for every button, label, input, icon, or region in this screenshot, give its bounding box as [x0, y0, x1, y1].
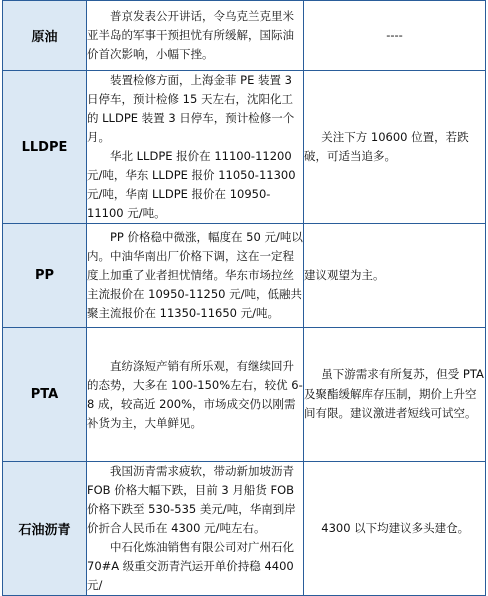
detail-paragraph: 我国沥青需求疲软，带动新加坡沥青 FOB 价格大幅下跌，目前 3 月船货 FOB 价格下跌至 530-535 美元/吨，华南到岸价折合人民币在 4300 元/吨左右。	[87, 464, 296, 535]
market-detail	[87, 462, 304, 596]
advice-text: 虽下游需求有所复苏，但受 PTA 及聚酯缓解库存压制，期价上升空间有限。建议激进者短线可试空。	[304, 367, 484, 421]
commodity-name: PTA	[3, 328, 87, 462]
market-detail	[87, 328, 304, 462]
detail-paragraph: 中石化炼油销售有限公司对广州石化 70#A 级重交沥青汽运开单价持稳 4400 元/	[87, 540, 294, 592]
detail-paragraph: 华北 LLDPE 报价在 11100-11200 元/吨，华东 LLDPE 报价 11050-11300 元/吨，华南 LLDPE 报价在 10950-11100 元/吨。	[87, 149, 296, 220]
commodity-name: 原油	[3, 1, 87, 71]
detail-paragraph: 装置检修方面，上海金菲 PE 装置 3 日停车，预计检修 15 天左右，沈阳化工的 LLDPE 装置 3 日停车，预计检修一个月。	[87, 73, 295, 144]
advice-text: 4300 以下均建议多头建仓。	[321, 520, 470, 535]
table-row	[3, 1, 486, 71]
detail-paragraph: 普京发表公开讲话，令乌克兰克里米亚半岛的军事干预担忧有所缓解，国际油价首次影响，小幅下挫。	[87, 9, 294, 61]
advice-cell	[304, 224, 486, 328]
table-row	[3, 71, 486, 224]
advice-text: ----	[386, 27, 403, 42]
advice-cell	[304, 462, 486, 596]
commodity-table	[2, 0, 486, 596]
advice-text: 建议观望为主。	[304, 267, 385, 282]
table-row	[3, 462, 486, 596]
advice-cell	[304, 1, 486, 71]
market-detail	[87, 1, 304, 71]
commodity-name: 石油沥青	[3, 462, 87, 596]
advice-cell	[304, 71, 486, 224]
table-row	[3, 224, 486, 328]
market-detail	[87, 224, 304, 328]
market-detail	[87, 71, 304, 224]
advice-text: 关注下方 10600 位置，若跌破，可适当追多。	[304, 129, 469, 163]
detail-paragraph: 直纺涤短产销有所乐观，有继续回升的态势，大多在 100-150%左右，较优 6-8 成，较高近 200%，市场成交仍以刚需补货为主，大单鲜见。	[87, 358, 303, 430]
commodity-name: LLDPE	[3, 71, 87, 224]
detail-paragraph: PP 价格稳中微涨，幅度在 50 元/吨以内。中油华南出厂价格下调，这在一定程度上加重了业者担忧情绪。华东市场拉丝主流报价在 10950-11250 元/吨，低融共聚主流报价在 11350-11650 元/吨。	[87, 230, 303, 320]
table-row	[3, 328, 486, 462]
advice-cell	[304, 328, 486, 462]
commodity-name: PP	[3, 224, 87, 328]
